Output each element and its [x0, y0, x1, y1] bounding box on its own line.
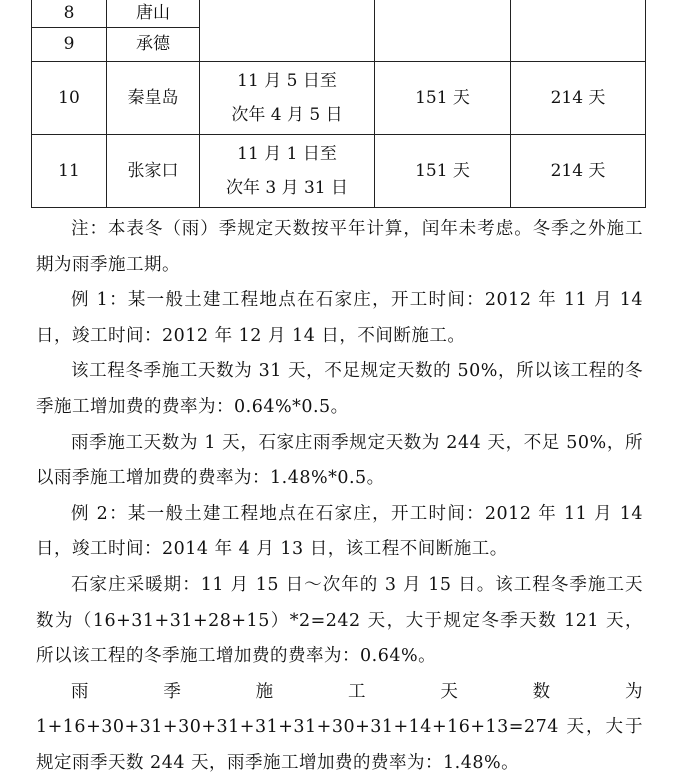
city-name: 张家口 — [107, 135, 200, 208]
winter-days: 151 天 — [375, 135, 511, 208]
period-end: 次年 3 月 31 日 — [225, 178, 349, 198]
example-1-intro: 例 1：某一般土建工程地点在石家庄，开工时间：2012 年 11 月 14 日，竣工时间：2012 年 12 月 14 日，不间断施工。 — [36, 290, 643, 346]
example-1-rain: 雨季施工天数为 1 天，石家庄雨季规定天数为 244 天，不足 50%，所以雨季施工增加费的费率为：1.48%*0.5。 — [36, 432, 643, 489]
city-name: 承德 — [107, 28, 200, 62]
period-start: 11 月 5 日至 — [237, 71, 337, 91]
row-number: 10 — [32, 62, 107, 135]
period-end: 次年 4 月 5 日 — [231, 105, 343, 125]
period-start: 11 月 1 日至 — [237, 144, 337, 164]
example-2-intro: 例 2：某一般土建工程地点在石家庄，开工时间：2012 年 11 月 14 日，竣工时间：2014 年 4 月 13 日，该工程不间断施工。 — [36, 503, 643, 560]
example-2-rain: 雨季施工天数为 1+16+30+31+30+31+31+31+30+31+14+16+13=274 天，大于规定雨季天数 244 天，雨季施工增加费的费率为：1.48%。 — [36, 681, 643, 773]
example-2-winter: 石家庄采暖期：11 月 15 日～次年的 3 月 15 日。该工程冬季施工天数为（16+31+31+28+15）*2=242 天，大于规定冬季天数 121 天，所以该工程的冬季施工增加费的费率为：0.64%。 — [36, 574, 643, 667]
winter-days-cell-empty — [375, 0, 511, 62]
winter-days: 151 天 — [375, 62, 511, 135]
rain-days: 214 天 — [511, 135, 646, 208]
city-name: 唐山 — [107, 0, 200, 28]
table-row — [32, 0, 646, 28]
winter-period — [200, 135, 375, 208]
rain-days: 214 天 — [511, 62, 646, 135]
row-number: 11 — [32, 135, 107, 208]
rain-days-cell-empty — [511, 0, 646, 62]
row-number: 8 — [32, 0, 107, 28]
winter-period — [200, 62, 375, 135]
table-row — [32, 135, 646, 208]
table-row — [32, 62, 646, 135]
example-1-winter: 该工程冬季施工天数为 31 天，不足规定天数的 50%，所以该工程的冬季施工增加费的费率为：0.64%*0.5。 — [36, 361, 643, 417]
body-text — [36, 212, 643, 782]
row-number: 9 — [32, 28, 107, 62]
city-name: 秦皇岛 — [107, 62, 200, 135]
table-note: 注：本表冬（雨）季规定天数按平年计算，闰年未考虑。冬季之外施工期为雨季施工期。 — [36, 219, 643, 275]
period-cell-empty — [200, 0, 375, 62]
construction-days-table — [31, 0, 646, 208]
